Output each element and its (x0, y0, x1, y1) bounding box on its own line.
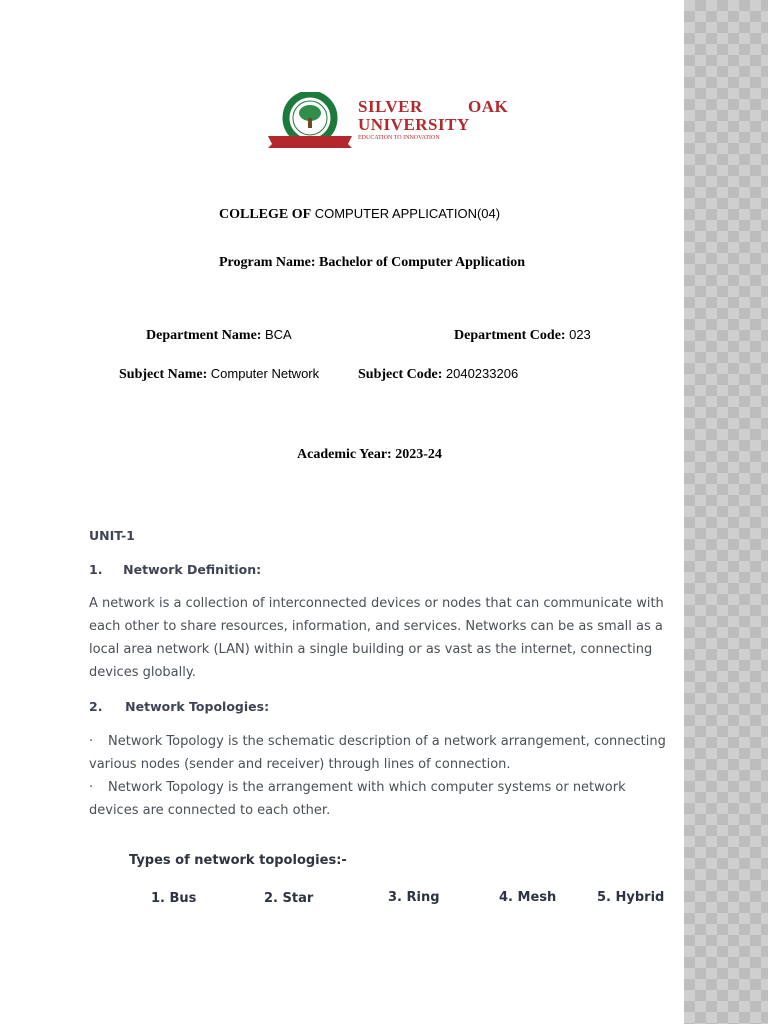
academic-year-line (297, 447, 442, 463)
program-line (219, 255, 525, 271)
subject-code-line (358, 366, 518, 383)
subject-name-value: Computer Network (210, 366, 320, 381)
logo-name-oak: OAK (468, 97, 509, 116)
department-name-value: BCA (264, 327, 292, 342)
college-line (219, 206, 500, 223)
department-code-line (454, 327, 591, 344)
college-label: COLLEGE OF (219, 207, 312, 222)
types-heading: Types of network topologies:- (129, 853, 347, 868)
bullet-2-text: Network Topology is the arrangement with which computer systems or network devices are connected to each other. (89, 780, 626, 818)
department-name-label: Department Name: (146, 328, 262, 343)
section-1-title: Network Definition: (123, 562, 262, 577)
subject-name-line (119, 366, 319, 383)
academic-year-value: 2023-24 (395, 447, 442, 462)
section-1-body: A network is a collection of interconnected devices or nodes that can communicate with each other to share resources, information, and services. Networks can be as small as a local area network (LAN) within a single building or as vast as the internet, connecting devices globally. (89, 596, 664, 680)
section-1-number: 1. (89, 562, 103, 577)
subject-code-label: Subject Code: (358, 367, 443, 382)
academic-year-label: Academic Year: (297, 447, 392, 462)
program-value: Bachelor of Computer Application (319, 255, 526, 270)
topology-item-hybrid: 5. Hybrid (597, 890, 665, 905)
unit-heading: UNIT-1 (89, 528, 135, 543)
section-1-heading (89, 562, 261, 577)
bullet-dot-icon: · (89, 734, 94, 749)
department-name-line (146, 327, 292, 344)
bullet-item (89, 730, 674, 776)
bullet-dot-icon: · (89, 780, 94, 795)
topology-item-ring: 3. Ring (388, 890, 440, 905)
subject-code-value: 2040233206 (445, 366, 519, 381)
bullet-list (89, 730, 674, 822)
section-2-heading (89, 699, 269, 714)
bullet-1-text: Network Topology is the schematic description of a network arrangement, connecting various nodes (sender and receiver) through lines of connection. (89, 734, 666, 772)
program-label: Program Name: (219, 255, 316, 270)
logo-emblem-icon (264, 92, 356, 150)
logo-name-silver: SILVER (358, 97, 423, 116)
college-name: COMPUTER APPLICATION(04) (314, 206, 501, 221)
bullet-item (89, 776, 674, 822)
section-2-number: 2. (89, 699, 103, 714)
department-code-label: Department Code: (454, 328, 566, 343)
background-pattern-panel (684, 0, 768, 1024)
logo-tagline: EDUCATION TO INNOVATION (358, 135, 440, 141)
department-code-value: 023 (569, 327, 591, 342)
logo-name-university: UNIVERSITY (358, 115, 470, 134)
topology-item-mesh: 4. Mesh (499, 890, 557, 905)
section-2-title: Network Topologies: (125, 699, 270, 714)
topology-item-bus: 1. Bus (151, 891, 197, 906)
subject-name-label: Subject Name: (119, 367, 208, 382)
topology-item-star: 2. Star (264, 891, 314, 906)
